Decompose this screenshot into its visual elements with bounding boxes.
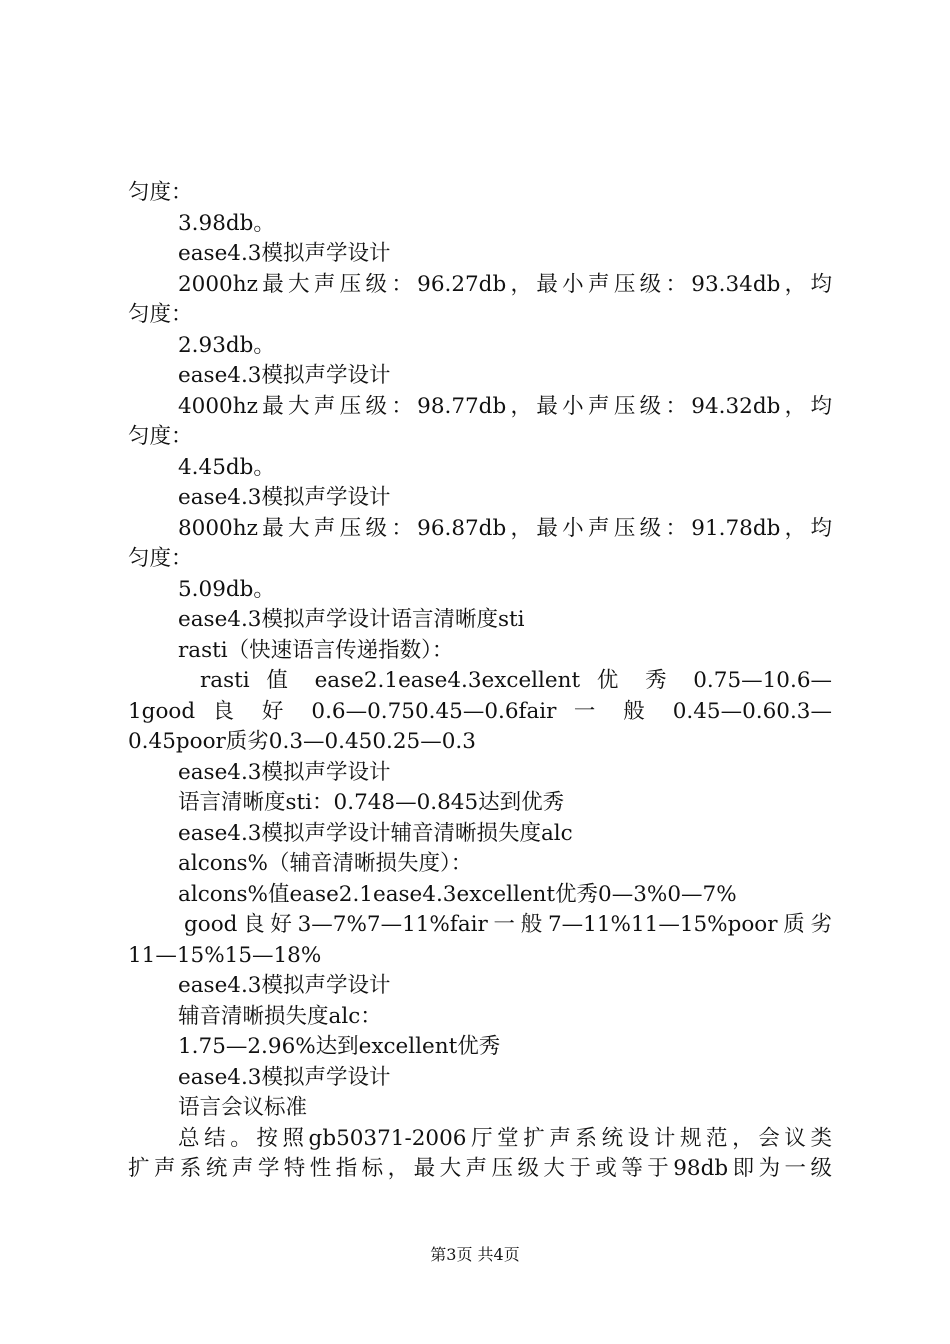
text-line: ease4.3模拟声学设计 [178,759,391,785]
text-line: 语言清晰度sti：0.748—0.845达到优秀 [178,790,565,815]
text-line: 0.45poor质劣0.3—0.450.25—0.3 [128,729,476,754]
text-line: 匀度： [128,424,193,449]
text-line: 8000hz最大声压级：96.87db，最小声压级：91.78db，均 [178,515,832,541]
text-line: ease4.3模拟声学设计辅音清晰损失度alc [178,820,573,846]
text-line: 匀度： [128,546,193,571]
text-line: 1.75—2.96%达到excellent优秀 [178,1034,501,1059]
text-line: rasti 值 ease2.1ease4.3excellent 优 秀 0.75—10.6— [200,668,832,693]
text-line: 语言会议标准 [178,1095,308,1120]
text-line: alcons%值ease2.1ease4.3excellent优秀0—3%0—7% [178,881,737,907]
text-line: ease4.3模拟声学设计 [178,363,391,388]
text-line: 3.98db。 [178,210,275,236]
document-body [128,178,832,1185]
text-line: ease4.3模拟声学设计 [178,241,391,266]
text-line: 4000hz最大声压级：98.77db，最小声压级：94.32db，均 [178,393,832,419]
text-line: 11—15%15—18% [128,942,322,968]
text-line: 匀度： [128,180,193,205]
text-line: 匀度： [128,302,193,327]
text-line: 5.09db。 [178,576,275,602]
text-line: 1good 良 好 0.6—0.750.45—0.6fair 一 般 0.45—0.60.3— [128,698,832,724]
text-line: 2.93db。 [178,332,275,358]
page-footer: 第3页 共4页 [430,1245,520,1264]
text-line: ease4.3模拟声学设计 [178,485,391,510]
text-line: rasti（快速语言传递指数）： [178,637,454,663]
text-line: ease4.3模拟声学设计 [178,973,391,998]
text-line: good良好3—7%7—11%fair一般7—11%11—15%poor质劣 [184,912,832,937]
text-line: 辅音清晰损失度alc： [178,1003,382,1029]
text-line: 2000hz最大声压级：96.27db，最小声压级：93.34db，均 [178,271,832,297]
text-line: ease4.3模拟声学设计语言清晰度sti [178,607,525,632]
text-line: 总结。按照gb50371-2006厅堂扩声系统设计规范，会议类 [178,1125,832,1151]
text-line: 扩声系统声学特性指标，最大声压级大于或等于98db即为一级 [128,1156,832,1181]
text-line: ease4.3模拟声学设计 [178,1064,391,1090]
text-line: 4.45db。 [178,454,275,480]
text-line: alcons%（辅音清晰损失度）： [178,851,473,876]
